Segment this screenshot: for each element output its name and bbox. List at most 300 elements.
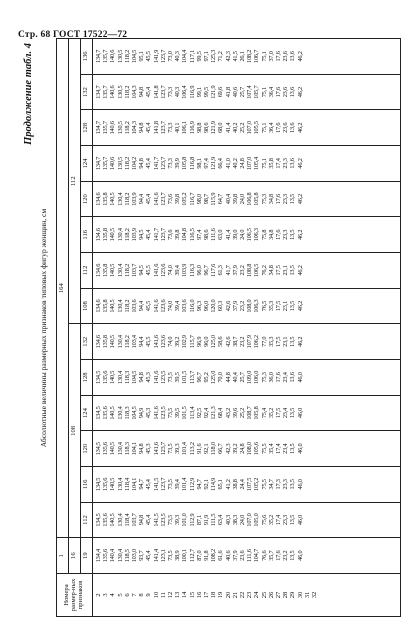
row-number: 5 (116, 593, 124, 597)
table-cell: 87,0 (195, 550, 203, 561)
table-cell: 24,0 (239, 514, 247, 526)
table-cell: 99,5 (195, 51, 203, 62)
table-cell: 40,4 (231, 372, 239, 383)
table-cell: 121,3 (210, 406, 218, 420)
table-cell: 103,0 (131, 549, 139, 563)
table-cell: 140,6 (109, 156, 117, 171)
table-cell: 98,0 (195, 194, 203, 205)
table-cell: 35,2 (267, 407, 275, 419)
table-cell: 23,2 (239, 300, 247, 312)
table-cell: 26,1 (239, 51, 247, 62)
row-number: 20 (224, 591, 232, 599)
header-cell: 1 (57, 538, 69, 574)
row-number: 27 (275, 591, 283, 599)
table-cell: 105,4 (253, 156, 261, 171)
table-cell: 104,4 (181, 49, 189, 63)
table-cell: 107,0 (246, 156, 254, 171)
table-cell: 41,4 (224, 229, 232, 240)
table-cell: 98,8 (195, 122, 203, 133)
table-cell: 75,5 (260, 479, 268, 490)
table-cell: 41,2 (224, 479, 232, 490)
table-cell: 104,5 (131, 370, 139, 384)
table-cell: 68,0 (217, 122, 225, 133)
table-cell: 13,6 (289, 158, 297, 169)
table-cell: 141,9 (152, 49, 160, 63)
table-cell: 94,8 (138, 443, 146, 454)
table-cell: 106,5 (246, 228, 254, 242)
table-cell: 106,7 (253, 49, 261, 63)
table-cell: 96,7 (195, 372, 203, 383)
table-cell: 73,5 (167, 443, 175, 454)
table-cell: 40,2 (231, 158, 239, 169)
table-cell: 104,1 (131, 477, 139, 491)
table-cell: 92,1 (203, 479, 211, 490)
table-cell: 76,6 (260, 550, 268, 561)
column-header: 128 (81, 360, 93, 396)
table-cell: 39,4 (174, 300, 182, 312)
table-cell: 23,2 (239, 336, 247, 347)
table-cell: 45,4 (145, 514, 153, 526)
table-cell: 104,7 (253, 549, 261, 563)
table-cell: 93,7 (138, 550, 146, 561)
table-cell: 116,9 (188, 85, 196, 99)
value-column (93, 146, 401, 182)
table-cell: 46,0 (296, 407, 304, 419)
table-cell: 130,5 (116, 49, 124, 63)
value-column (93, 38, 401, 74)
table-cell: 104,8 (181, 228, 189, 242)
table-cell: 99,1 (195, 87, 203, 98)
column-header: 116 (81, 217, 93, 253)
table-cell: 111,5 (210, 513, 218, 527)
table-cell: 73,5 (167, 550, 175, 561)
table-cell: 65,1 (217, 479, 225, 490)
table-cell: 75,6 (260, 514, 268, 526)
table-cell: 37,9 (231, 300, 239, 312)
table-cell: 116,9 (188, 121, 196, 135)
table-cell: 118,2 (123, 49, 131, 63)
table-cell: 130,4 (116, 228, 124, 242)
table-cell: 45,4 (145, 550, 153, 561)
value-column (93, 288, 401, 324)
table-cell: 13,5 (289, 479, 297, 490)
table-cell: 34,8 (267, 194, 275, 205)
table-cell: 24,0 (239, 229, 247, 240)
table-cell: 94,5 (138, 229, 146, 240)
table-cell: 45,5 (145, 300, 153, 312)
row-number: 14 (181, 591, 189, 599)
column-header: 19 (81, 538, 93, 574)
table-cell: 98,6 (203, 229, 211, 240)
table-cell: 113,4 (188, 406, 196, 420)
table-cell: 76,2 (260, 265, 268, 276)
row-number: 30 (296, 591, 304, 599)
table-cell: 118,2 (123, 192, 131, 206)
table-cell: 108,2 (246, 49, 254, 63)
table-cell: 39,2 (231, 443, 239, 454)
table-cell: 95,2 (203, 372, 211, 383)
table-cell: 130,4 (116, 335, 124, 349)
table-cell: 118,4 (123, 513, 131, 527)
table-cell: 73,6 (167, 229, 175, 240)
table-cell: 39,5 (174, 372, 182, 383)
table-cell: 37,9 (231, 550, 239, 561)
table-cell: 94,7 (138, 479, 146, 490)
table-cell: 23,3 (282, 194, 290, 205)
table-cell: 13,5 (289, 194, 297, 205)
table-cell: 45,4 (145, 194, 153, 205)
table-cell: 104,2 (131, 156, 139, 171)
table-cell: 118,5 (123, 549, 131, 563)
table-cell: 123,7 (159, 156, 167, 171)
table-cell: 134,7 (95, 121, 102, 135)
table-cell: 103,7 (131, 513, 139, 527)
table-cell: 17,5 (275, 265, 283, 276)
table-cell: 40,6 (231, 87, 239, 98)
table-cell: 140,5 (109, 335, 117, 349)
table-cell: 118,0 (210, 442, 218, 456)
table-cell: 101,5 (181, 406, 189, 420)
table-cell: 40,4 (224, 194, 232, 205)
table-cell: 23,1 (282, 265, 290, 276)
table-cell: 116,8 (188, 156, 196, 170)
column-header: 124 (81, 395, 93, 431)
table-cell: 111,6 (210, 228, 218, 242)
table-cell: 114,9 (210, 477, 218, 491)
table-cell: 107,0 (246, 513, 254, 527)
table-cell: 108,7 (246, 406, 254, 420)
table-cell: 141,6 (152, 406, 160, 420)
row-number: 4 (109, 593, 117, 597)
table-cell: 141,7 (152, 228, 160, 242)
table-cell: 113,7 (188, 370, 196, 384)
table-cell: 17,4 (275, 443, 283, 454)
table-cell: 104,5 (131, 49, 139, 63)
table-cell: 23,6 (282, 122, 290, 133)
table-cell: 94,7 (195, 479, 203, 490)
table-cell: 74,0 (167, 265, 175, 276)
table-cell: 103,9 (131, 228, 139, 242)
table-cell: 44,8 (224, 372, 232, 383)
table-cell: 105,8 (253, 406, 261, 420)
table-cell: 135,6 (102, 442, 110, 456)
row-number-column (93, 574, 401, 617)
table-cell: 141,6 (152, 299, 160, 313)
row-number: 8 (138, 593, 146, 597)
table-cell: 134,5 (95, 513, 102, 527)
table-cell: 106,3 (253, 228, 261, 242)
table-cell: 39,6 (231, 407, 239, 419)
table-cell: 46,2 (296, 87, 304, 98)
table-cell: 25,2 (239, 122, 247, 133)
row-number: 11 (159, 591, 167, 599)
table-cell: 97,4 (203, 158, 211, 169)
table-cell: 46,2 (296, 300, 304, 312)
table-cell: 24,0 (239, 194, 247, 205)
table-cell: 38,3 (231, 514, 239, 526)
table-cell: 104,1 (131, 442, 139, 456)
table-cell: 45,5 (145, 51, 153, 62)
table-cell: 39,3 (174, 443, 182, 454)
table-cell: 13,6 (289, 87, 297, 98)
table-cell: 39,9 (174, 158, 182, 169)
table-cell: 96,0 (203, 336, 211, 347)
column-header: 112 (81, 502, 93, 538)
table-cell: 41,8 (224, 87, 232, 98)
table-cell: 141,6 (152, 192, 160, 206)
table-cell: 40,3 (224, 514, 232, 526)
table-cell: 17,5 (275, 407, 283, 419)
table-cell: 106,1 (181, 121, 189, 135)
table-cell: 41,7 (224, 265, 232, 276)
row-number: 31 (303, 591, 311, 599)
table-cell: 39,5 (174, 407, 182, 419)
table-cell: 105,8 (253, 192, 261, 206)
table-cell: 101,0 (181, 513, 189, 527)
table-cell: 25,2 (239, 407, 247, 419)
table-cell: 105,8 (181, 156, 189, 171)
table-cell: 13,6 (289, 122, 297, 133)
table-cell: 125,0 (210, 335, 218, 349)
table-cell: 140,6 (109, 121, 117, 135)
table-cell: 116,7 (188, 192, 196, 206)
table-cell: 17,6 (275, 372, 283, 383)
row-number: 13 (174, 591, 182, 599)
table-cell: 123,1 (159, 549, 167, 563)
table-cell: 46,2 (296, 158, 304, 169)
table-continuation-label: Продолжение табл. 4 (23, 43, 34, 145)
table-cell: 75,3 (260, 194, 268, 205)
table-cell: 13,5 (289, 443, 297, 454)
page-header: Стр. 68 ГОСТ 17522—72 (18, 30, 128, 40)
table-title: Абсолютные величины размерных признаков типовых фигур женщин, см (39, 208, 48, 448)
row-number: 17 (203, 591, 211, 599)
table-cell: 116,3 (188, 263, 196, 277)
table-cell: 94,4 (138, 194, 146, 205)
column-header: 132 (81, 324, 93, 360)
table-cell: 118,2 (123, 299, 131, 313)
table-cell: 140,5 (109, 513, 117, 527)
table-cell: 134,7 (95, 49, 102, 63)
table-cell: 140,5 (109, 442, 117, 456)
table-cell: 73,5 (167, 372, 175, 383)
value-column (93, 395, 401, 431)
table-cell: 23,3 (282, 479, 290, 490)
column-header: 120 (81, 431, 93, 467)
table-cell: 103,4 (131, 335, 139, 349)
table-cell: 38,9 (174, 550, 182, 561)
table-cell: 112,9 (188, 513, 196, 527)
group-header: 108 (69, 324, 81, 538)
table-cell: 107,9 (246, 335, 254, 349)
table-cell: 104,3 (131, 121, 139, 135)
table-cell: 123,6 (159, 263, 167, 278)
table-cell: 45,3 (145, 443, 153, 454)
table-cell: 140,4 (109, 549, 117, 563)
table-cell: 66,7 (217, 443, 225, 454)
table-cell: 39,8 (174, 229, 182, 240)
value-column (93, 431, 401, 467)
table-cell: 45,3 (145, 372, 153, 383)
table-cell: 141,6 (152, 442, 160, 456)
value-column (93, 217, 401, 253)
table-cell: 135,8 (102, 263, 110, 278)
table-cell: 13,5 (289, 336, 297, 347)
column-header: 132 (81, 74, 93, 110)
table-cell: 140,5 (109, 263, 117, 278)
table-cell: 130,4 (116, 263, 124, 278)
table-cell: 46,2 (296, 194, 304, 205)
value-column (93, 181, 401, 217)
row-number: 16 (195, 591, 203, 599)
table-cell: 123,5 (159, 513, 167, 527)
table-cell: 73,3 (167, 87, 175, 98)
row-number: 29 (289, 591, 297, 599)
table-cell: 17,4 (275, 158, 283, 169)
table-cell: 118,2 (123, 228, 131, 242)
table-cell: 46,0 (296, 372, 304, 383)
table-cell: 134,5 (95, 370, 102, 384)
table-cell: 13,6 (289, 51, 297, 62)
row-number: 26 (267, 591, 275, 599)
table-cell: 73,5 (167, 514, 175, 526)
table-cell: 135,6 (102, 513, 110, 527)
table-cell: 24,4 (239, 479, 247, 490)
table-cell: 134,7 (95, 156, 102, 171)
table-cell: 70,0 (217, 372, 225, 383)
table-cell: 45,4 (145, 479, 153, 490)
table-cell: 141,6 (152, 335, 160, 349)
table-cell: 40,1 (174, 122, 182, 133)
table-cell: 73,3 (167, 122, 175, 133)
table-cell: 135,6 (102, 477, 110, 491)
table-cell: 94,5 (138, 265, 146, 276)
table-cell: 121,9 (210, 156, 218, 171)
table-cell: 17,6 (275, 194, 283, 205)
table-cell: 108,0 (246, 299, 254, 313)
table-cell: 69,6 (217, 87, 225, 98)
table-cell: 39,0 (231, 229, 239, 240)
table-cell: 130,4 (116, 299, 124, 313)
table-cell: 130,4 (116, 192, 124, 206)
table-cell: 94,8 (138, 372, 146, 383)
table-cell: 107,0 (246, 121, 254, 135)
table-cell: 140,5 (109, 406, 117, 420)
table-cell: 134,5 (95, 406, 102, 420)
table-cell: 66,4 (217, 158, 225, 169)
table-cell: 45,3 (145, 407, 153, 419)
table-cell: 60,3 (217, 300, 225, 312)
table-cell: 73,0 (167, 51, 175, 62)
table-cell: 74,0 (167, 336, 175, 347)
table-cell: 125,3 (210, 49, 218, 63)
table-cell: 130,5 (116, 156, 124, 171)
row-number: 2 (95, 593, 102, 597)
table-cell: 73,6 (167, 194, 175, 205)
table-cell: 135,6 (102, 406, 110, 420)
table-cell: 94,9 (138, 407, 146, 419)
table-cell: 46,2 (296, 51, 304, 62)
table-cell: 73,5 (167, 479, 175, 490)
row-number: 7 (131, 593, 139, 597)
table-cell: 17,6 (275, 229, 283, 240)
table-cell: 23,2 (239, 265, 247, 276)
table-cell: 99,5 (203, 87, 211, 98)
table-cell: 96,9 (195, 336, 203, 347)
table-cell: 13,6 (289, 372, 297, 383)
table-cell: 98,7 (203, 194, 211, 205)
table-cell: 76,5 (260, 300, 268, 312)
table-cell: 141,5 (152, 513, 160, 527)
table-cell: 45,4 (145, 229, 153, 240)
table-cell: 108,0 (246, 442, 254, 456)
table-cell: 125,0 (210, 370, 218, 384)
table-cell: 106,3 (253, 299, 261, 313)
table-cell: 141,7 (152, 156, 160, 171)
table-cell: 39,8 (231, 194, 239, 205)
table-cell: 91,8 (203, 550, 211, 561)
column-header: 112 (81, 253, 93, 289)
table-cell: 46,0 (296, 443, 304, 454)
table-cell: 42,3 (224, 443, 232, 454)
table-cell: 106,4 (181, 85, 189, 99)
table-cell: 95,1 (138, 51, 146, 62)
table-cell: 42,6 (224, 336, 232, 347)
table-cell: 58,6 (217, 336, 225, 347)
table-cell: 75,4 (260, 407, 268, 419)
table-cell: 41,5 (231, 51, 239, 62)
table-cell: 94,8 (138, 87, 146, 98)
table-cell: 118,2 (123, 121, 131, 135)
table-cell: 115,9 (210, 192, 218, 206)
table-cell: 91,6 (195, 443, 203, 454)
table-cell: 113,2 (188, 442, 196, 456)
table-cell: 23,1 (282, 300, 290, 312)
table-cell: 38,7 (231, 336, 239, 347)
table-cell: 130,4 (116, 406, 124, 420)
table-cell: 118,4 (123, 477, 131, 491)
table-cell: 63,0 (217, 229, 225, 240)
table-cell: 17,6 (275, 550, 283, 561)
column-header: 120 (81, 181, 93, 217)
table-cell: 135,8 (102, 299, 110, 313)
table-cell: 130,4 (116, 370, 124, 384)
table-cell: 25,7 (239, 372, 247, 383)
table-cell: 112,7 (188, 549, 196, 563)
table-cell: 23,2 (282, 550, 290, 561)
table-cell: 46,2 (296, 229, 304, 240)
table-cell: 36,4 (267, 87, 275, 98)
table-cell: 40,3 (174, 51, 182, 62)
table-cell: 40,2 (231, 122, 239, 133)
table-cell: 141,6 (152, 370, 160, 384)
table-cell: 68,4 (217, 407, 225, 419)
table-cell: 121,9 (210, 121, 218, 135)
table-cell: 13,5 (289, 265, 297, 276)
table-cell: 75,5 (260, 443, 268, 454)
table-cell: 123,5 (159, 370, 167, 384)
table-cell: 134,6 (95, 228, 102, 242)
table-cell: 97,4 (195, 229, 203, 240)
table-cell: 45,4 (145, 87, 153, 98)
table-cell: 130,4 (116, 442, 124, 456)
table-cell: 35,3 (267, 336, 275, 347)
table-cell: 13,5 (289, 229, 297, 240)
table-cell: 23,6 (239, 550, 247, 561)
table-cell: 39,4 (174, 265, 182, 276)
column-header: 136 (81, 38, 93, 74)
table-cell: 13,5 (289, 550, 297, 561)
